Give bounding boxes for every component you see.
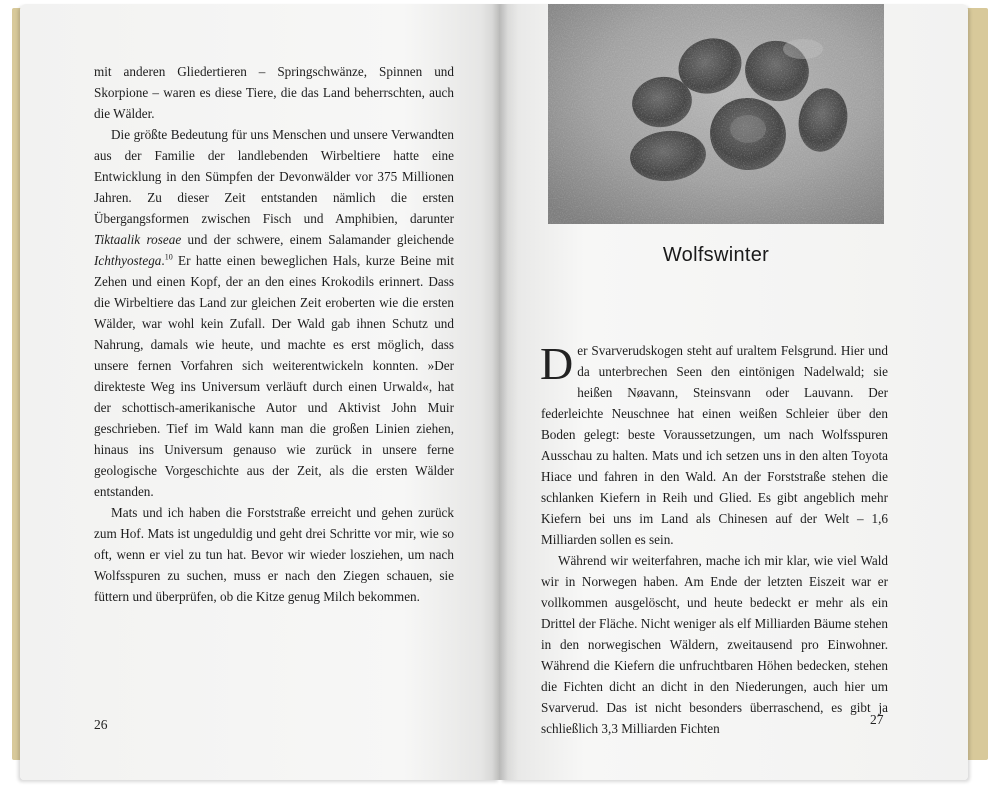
species-name: Ichthyostega — [94, 253, 162, 268]
left-page-text — [94, 61, 454, 607]
paragraph: Die größte Bedeutung für uns Menschen und unsere Verwandten aus der Familie der landlebenden Wirbeltiere hatte eine Entwicklung in den Sümpfen der Devonwälder vor 375 Millionen Jahren. Zu dieser Zeit entstanden nämlich die ersten Übergangsformen zwischen Fisch und Amphibien, darunter Tiktaalik roseae und der schwere, einem Salamander gleichende Ichthyostega.$^{10}$ Er hatte einen beweglichen Hals, kurze Beine mit Zehen und einen Kopf, der an den eines Krokodils erinnert. Dass die Wirbeltiere das Land zur gleichen Zeit eroberten wie die ersten Wälder, war wohl kein Zufall. Der Wald gab ihnen Schutz und Nahrung, damals wie heute, und machte es erst möglich, dass unsere fernen Vorfahren sich weiterentwickeln konnten. »Der direkteste Weg ins Universum verläuft durch einen Urwald«, hat der schottisch-amerikanische Autor und Aktivist John Muir geschrieben. Tief im Wald kann man die großen Linien ziehen, hinaus ins Universum genauso wie zurück in unsere ferne geologische Vorgeschichte aus der Zeit, als die ersten Wälder entstanden. — [94, 127, 455, 499]
left-page — [20, 4, 500, 780]
paragraph: Der Svarverudskogen steht auf uraltem Felsgrund. Hier und da unterbrechen Seen den eintönigen Nadelwald; sie heißen Nøavann, Steinsvann oder Lauvann. Der federleichte Neuschnee hat einen weißen Schleier über den Boden gelegt: beste Voraussetzungen, um nach Wolfsspuren Ausschau zu halten. Mats und ich setzen uns in den alten Toyota Hiace und fahren in den Wald. An der Forststraße stehen die schlanken Kiefern in Reih und Glied. Es gibt angeblich mehr Kiefern bei uns im Land als Chinesen auf der Welt – 1,6 Milliarden sollen es sein. — [540, 338, 888, 547]
paragraph: mit anderen Gliedertieren – Springschwänze, Spinnen und Skorpione – waren es diese Tiere, die das Land beherrschten, auch die Wälder. — [94, 64, 454, 121]
right-page-text — [541, 340, 888, 739]
paw-print-snow-image — [548, 4, 884, 224]
wolf-paw-print-photo — [548, 4, 884, 224]
page-number: 26 — [94, 717, 108, 732]
footnote-marker: 10 — [164, 252, 173, 262]
paragraph: Mats und ich haben die Forststraße erreicht und gehen zurück zum Hof. Mats ist ungeduldig und geht drei Schritte vor mir, wie so oft, wenn er viel zu tun hat. Bevor wir wieder losziehen, um nach Wolfsspuren zu suchen, muss er nach den Ziegen schauen, sie füttern und überprüfen, ob die Kitze genug Milch bekommen. — [94, 505, 454, 604]
drop-cap: D — [540, 338, 574, 389]
page-number: 27 — [870, 712, 884, 727]
book-gutter — [492, 4, 508, 780]
species-name: Tiktaalik roseae — [94, 232, 182, 247]
paragraph: Während wir weiterfahren, mache ich mir klar, wie viel Wald wir in Norwegen haben. Am Ende der letzten Eiszeit war er vollkommen ausgelöscht, und heute bedeckt er mehr als ein Drittel der Fläche. Nicht weniger als elf Milliarden Bäume stehen in den norwegischen Wäldern, zweitausend pro Einwohner. Während die Kiefern die unfruchtbaren Höhen bedecken, stehen die Fichten dicht an dicht in den Niederungen, auch hier um Svarverud. Das ist nicht besonders überraschend, es gibt ja schließlich 3,3 Milliarden Fichten — [541, 553, 888, 736]
right-page — [500, 4, 968, 780]
chapter-title: Wolfswinter — [662, 244, 770, 266]
